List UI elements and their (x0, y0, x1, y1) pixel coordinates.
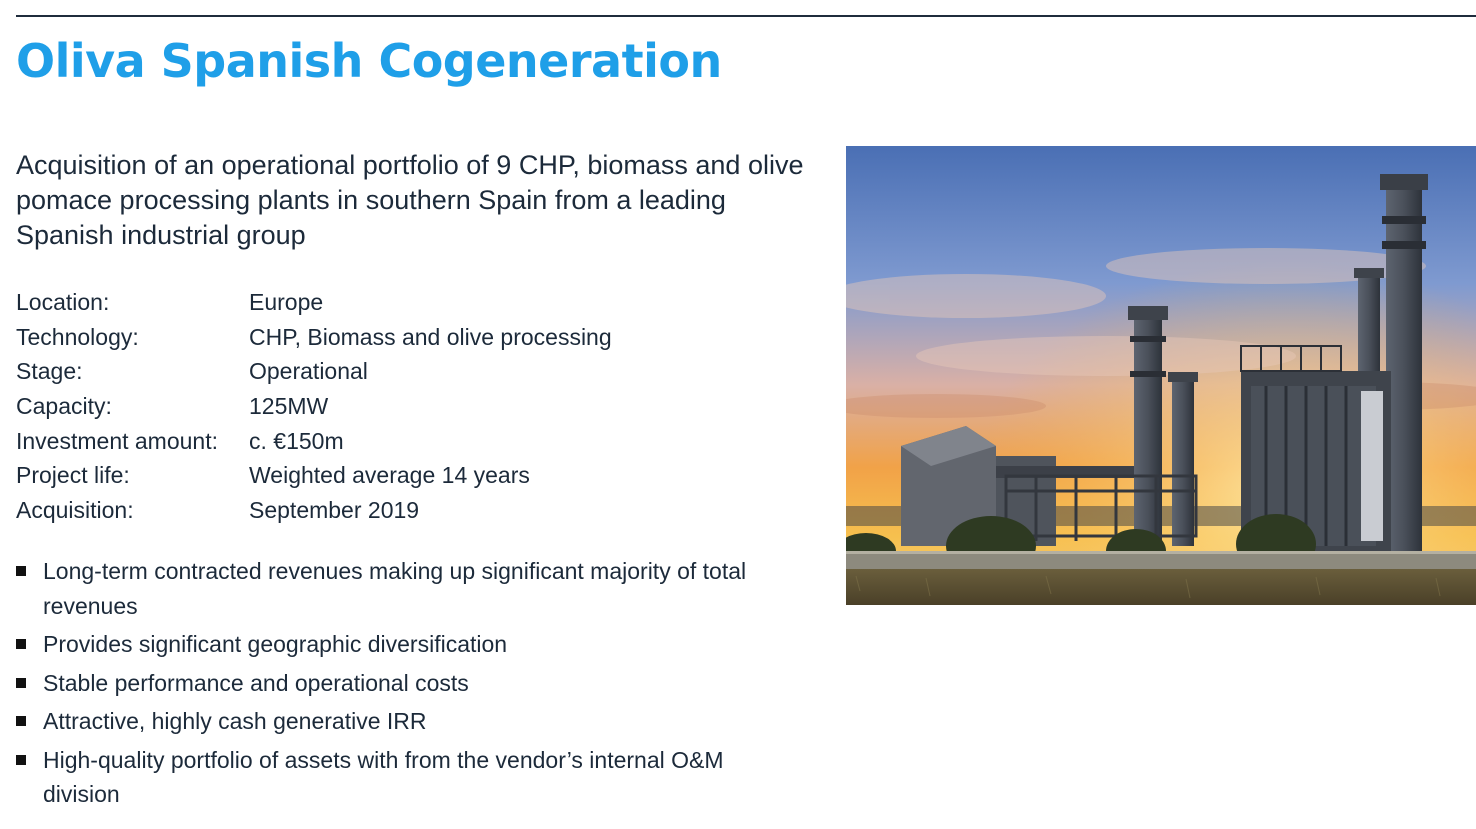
detail-value: CHP, Biomass and olive processing (249, 323, 612, 350)
detail-label: Stage: (16, 358, 83, 385)
power-plant-photo (846, 146, 1476, 605)
square-bullet-icon (16, 755, 26, 765)
detail-value: Operational (249, 358, 368, 385)
top-divider (16, 15, 1476, 17)
detail-label: Technology: (16, 323, 139, 350)
detail-label: Investment amount: (16, 427, 218, 454)
square-bullet-icon (16, 716, 26, 726)
list-item (16, 666, 796, 701)
list-item (16, 704, 796, 739)
detail-row-acquisition (16, 493, 612, 528)
intro-paragraph: Acquisition of an operational portfolio of 9 CHP, biomass and olive pomace processing plants in southern Spain from a leading Spanish industrial group (16, 150, 804, 250)
detail-value: Weighted average 14 years (249, 462, 530, 489)
detail-value: September 2019 (249, 496, 420, 523)
detail-label: Location: (16, 288, 110, 315)
square-bullet-icon (16, 566, 26, 576)
detail-row-location (16, 285, 612, 320)
bullet-text: Long-term contracted revenues making up significant majority of total revenues (43, 558, 747, 619)
detail-value: 125MW (249, 392, 329, 419)
detail-row-stage (16, 354, 612, 389)
detail-row-technology (16, 320, 612, 355)
highlights-list (16, 554, 796, 816)
square-bullet-icon (16, 639, 26, 649)
list-item (16, 743, 796, 812)
detail-row-capacity (16, 389, 612, 424)
bullet-text: High-quality portfolio of assets with from the vendor’s internal O&M division (43, 746, 724, 807)
detail-row-investment (16, 424, 612, 459)
detail-label: Acquisition: (16, 496, 134, 523)
list-item (16, 554, 796, 623)
list-item (16, 627, 796, 662)
detail-label: Capacity: (16, 392, 112, 419)
page-title: Oliva Spanish Cogeneration (16, 34, 722, 88)
detail-value: Europe (249, 288, 324, 315)
detail-value: c. €150m (249, 427, 344, 454)
square-bullet-icon (16, 678, 26, 688)
detail-label: Project life: (16, 462, 130, 489)
project-details (16, 285, 612, 528)
bullet-text: Stable performance and operational costs (43, 669, 469, 696)
bullet-text: Attractive, highly cash generative IRR (43, 708, 427, 734)
bullet-text: Provides significant geographic diversification (43, 631, 508, 657)
detail-row-project-life (16, 458, 612, 493)
